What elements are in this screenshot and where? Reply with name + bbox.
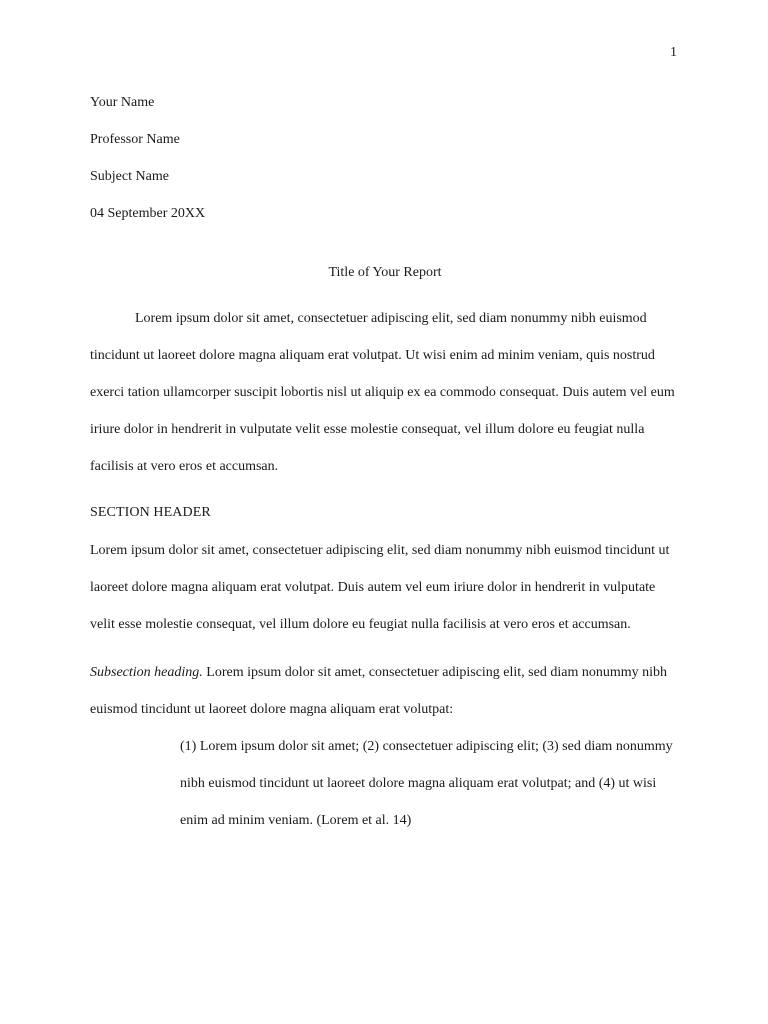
subject-name: Subject Name xyxy=(90,169,169,184)
subsection-heading: Subsection heading. xyxy=(90,665,203,680)
page-number: 1 xyxy=(670,45,677,60)
section-paragraph: Lorem ipsum dolor sit amet, consectetuer adipiscing elit, sed diam nonummy nibh euismod tincidunt ut laoreet dolore magna aliquam erat volutpat. Duis autem vel eum iriure dolor in hendrerit in vulputate velit esse molestie consequat, vel illum dolore eu feugiat nulla facilisis at vero eros et accumsan. xyxy=(90,543,670,632)
subsection-paragraph xyxy=(90,654,680,728)
document-date: 04 September 20XX xyxy=(90,206,206,221)
section-header: SECTION HEADER xyxy=(90,505,211,520)
author-name: Your Name xyxy=(90,95,155,110)
block-quote: (1) Lorem ipsum dolor sit amet; (2) consectetuer adipiscing elit; (3) sed diam nonummy nibh euismod tincidunt ut laoreet dolore magna aliquam erat volutpat; and (4) ut wisi enim ad minim veniam. (Lorem et al. 14) xyxy=(180,739,673,828)
professor-name: Professor Name xyxy=(90,132,180,147)
subsection-text: Lorem ipsum dolor sit amet, consectetuer adipiscing elit, sed diam nonummy nibh euismod tincidunt ut laoreet dolore magna aliquam erat volutpat: xyxy=(90,665,668,717)
document-body xyxy=(90,93,680,839)
intro-paragraph: Lorem ipsum dolor sit amet, consectetuer adipiscing elit, sed diam nonummy nibh euismod tincidunt ut laoreet dolore magna aliquam erat volutpat. Ut wisi enim ad minim veniam, quis nostrud exerci tation ullamcorper suscipit lobortis nisl ut aliquip ex ea commodo consequat. Duis autem vel eum iriure dolor in hendrerit in vulputate velit esse molestie consequat, vel illum dolore eu feugiat nulla facilisis at vero eros et accumsan. xyxy=(90,311,675,474)
report-title: Title of Your Report xyxy=(328,265,442,280)
